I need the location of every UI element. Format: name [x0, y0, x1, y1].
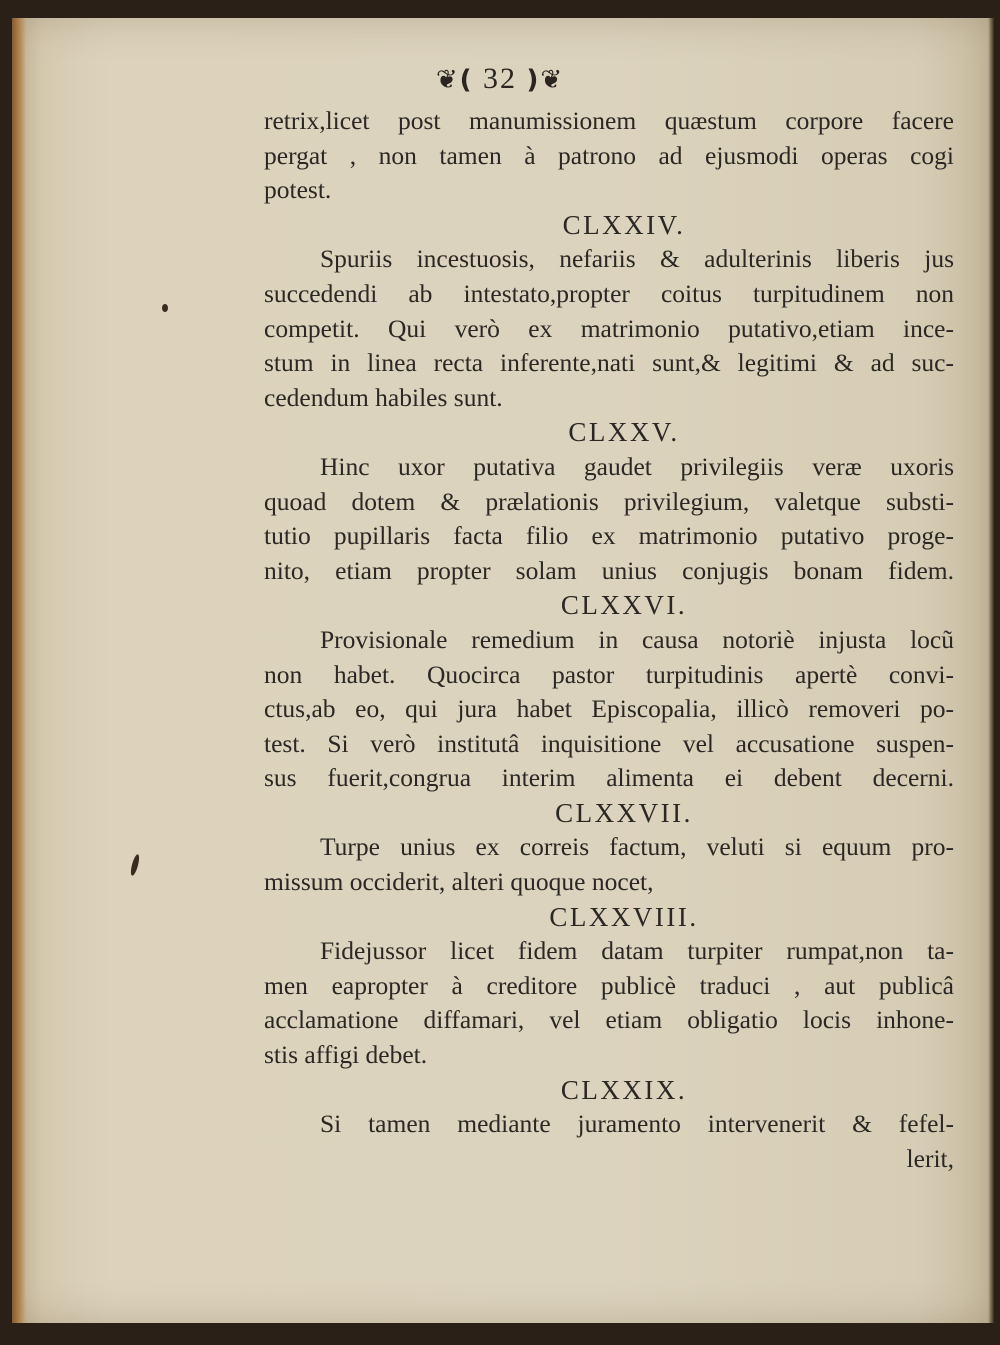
- text-line: Provisionale remedium in causa notoriè injusta locũ: [320, 624, 954, 654]
- text-line: stum in linea recta inferente,nati sunt,& legitimi & ad suc-: [264, 348, 954, 378]
- body-text: [264, 104, 954, 1176]
- text-line: sus fuerit,congrua interim alimenta ei debent decerni.: [264, 763, 954, 793]
- text-line: pergat , non tamen à patrono ad ejusmodi operas cogi: [264, 140, 954, 170]
- text-line: competit. Qui verò ex matrimonio putativo,etiam ince-: [264, 313, 954, 343]
- text-line: stis affigi debet.: [264, 1040, 428, 1070]
- section-numeral: CLXXVI.: [560, 590, 688, 621]
- section-numeral: CLXXVIII.: [549, 901, 699, 932]
- text-line: Si tamen mediante juramento intervenerit & fefel-: [320, 1109, 954, 1139]
- section-numeral: CLXXIV.: [562, 209, 686, 240]
- text-line: succedendi ab intestato,propter coitus turpitudinem non: [264, 278, 954, 308]
- text-line: cedendum habiles sunt.: [264, 382, 503, 412]
- section-numeral: CLXXV.: [568, 417, 680, 448]
- text-line: Fidejussor licet fidem datam turpiter rumpat,non ta-: [320, 936, 954, 966]
- text-line: quoad dotem & prælationis privilegium, valetque substi-: [264, 486, 954, 516]
- page-header: [0, 62, 1000, 96]
- text-line: Spuriis incestuosis, nefariis & adulterinis liberis jus: [320, 244, 954, 274]
- ornament-right: )❦: [526, 65, 565, 95]
- page-number: 32: [483, 62, 517, 95]
- text-line: non habet. Quocirca pastor turpitudinis apertè convi-: [264, 659, 954, 689]
- catchword: lerit,: [906, 1143, 954, 1173]
- section-numeral: CLXXIX.: [560, 1074, 688, 1105]
- text-line: ctus,ab eo, qui jura habet Episcopalia, illicò removeri po-: [264, 694, 954, 724]
- text-line: missum occiderit, alteri quoque nocet,: [264, 867, 654, 897]
- text-line: men eapropter à creditore publicè traduci , aut publicâ: [264, 970, 954, 1000]
- section-numeral: CLXXVII.: [555, 797, 693, 828]
- text-line: acclamatione diffamari, vel etiam obligatio locis inhone-: [264, 1005, 954, 1035]
- text-line: test. Si verò institutâ inquisitione vel accusatione suspen-: [264, 728, 954, 758]
- text-line: potest.: [264, 175, 332, 205]
- ink-spot: [129, 854, 140, 877]
- text-line: Turpe unius ex correis factum, veluti si equum pro-: [320, 832, 954, 862]
- text-line: Hinc uxor putativa gaudet privilegiis veræ uxoris: [320, 451, 954, 481]
- text-line: retrix,licet post manumissionem quæstum corpore facere: [264, 106, 954, 135]
- text-line: tutio pupillaris facta filio ex matrimonio putativo proge-: [264, 521, 954, 551]
- ornament-left: ❦(: [435, 65, 474, 95]
- ink-spot: [162, 304, 168, 312]
- text-line: nito, etiam propter solam unius conjugis bonam fidem.: [264, 555, 954, 585]
